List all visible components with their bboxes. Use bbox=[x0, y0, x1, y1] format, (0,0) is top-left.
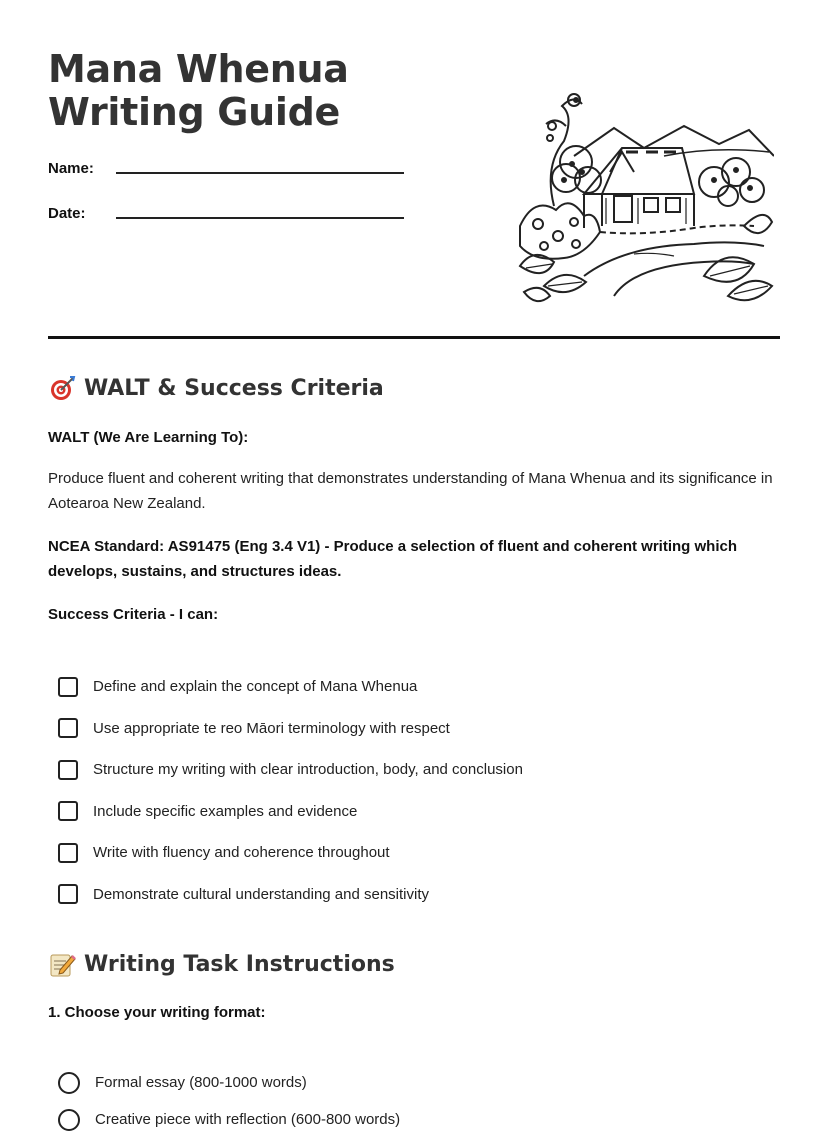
criterion-text: Include specific examples and evidence bbox=[93, 802, 358, 820]
format-text: Formal essay (800-1000 words) bbox=[95, 1074, 307, 1091]
success-criteria-list bbox=[58, 666, 758, 915]
target-icon bbox=[48, 374, 76, 402]
format-options bbox=[58, 1064, 758, 1138]
memo-icon bbox=[48, 950, 76, 978]
task-heading-text: Writing Task Instructions bbox=[84, 951, 395, 977]
checkbox[interactable] bbox=[58, 884, 78, 904]
walt-heading-text: WALT & Success Criteria bbox=[84, 375, 384, 401]
criterion-text: Write with fluency and coherence throughout bbox=[93, 844, 390, 862]
criterion-text: Use appropriate te reo Māori terminology with respect bbox=[93, 719, 450, 737]
task-section-heading bbox=[48, 950, 395, 978]
date-label: Date: bbox=[48, 205, 86, 222]
format-text: Creative piece with reflection (600-800 words) bbox=[95, 1111, 401, 1128]
name-label: Name: bbox=[48, 160, 94, 177]
name-field[interactable] bbox=[48, 160, 116, 177]
checkbox[interactable] bbox=[58, 801, 78, 821]
ncea-standard: NCEA Standard: AS91475 (Eng 3.4 V1) - Produce a selection of fluent and coherent writing which develops, sustains, and structures ideas. bbox=[48, 538, 738, 580]
criterion-text: Structure my writing with clear introduction, body, and conclusion bbox=[93, 761, 523, 779]
date-line[interactable] bbox=[116, 217, 404, 219]
walt-section-heading bbox=[48, 374, 384, 402]
success-criteria-label: Success Criteria - I can: bbox=[48, 606, 219, 623]
wharenui-illustration bbox=[514, 86, 774, 314]
walt-label: WALT (We Are Learning To): bbox=[48, 429, 249, 446]
criterion-item[interactable] bbox=[58, 666, 758, 708]
walt-text: Produce fluent and coherent writing that demonstrates understanding of Mana Whenua and its significance in Aotearoa New Zealand. bbox=[48, 470, 773, 512]
checkbox[interactable] bbox=[58, 718, 78, 738]
header-divider bbox=[48, 336, 780, 339]
radio-button[interactable] bbox=[58, 1109, 80, 1131]
criterion-item[interactable] bbox=[58, 791, 758, 833]
criterion-item[interactable] bbox=[58, 749, 758, 791]
criterion-text: Demonstrate cultural understanding and sensitivity bbox=[93, 885, 430, 903]
criterion-item[interactable] bbox=[58, 832, 758, 874]
checkbox[interactable] bbox=[58, 677, 78, 697]
date-field[interactable] bbox=[48, 205, 116, 222]
checkbox[interactable] bbox=[58, 760, 78, 780]
format-step-label: 1. Choose your writing format: bbox=[48, 1004, 266, 1021]
criterion-item[interactable] bbox=[58, 874, 758, 916]
format-option[interactable] bbox=[58, 1064, 758, 1101]
criterion-item[interactable] bbox=[58, 708, 758, 750]
page-title: Mana Whenua Writing Guide bbox=[48, 47, 349, 134]
name-line[interactable] bbox=[116, 172, 404, 174]
checkbox[interactable] bbox=[58, 843, 78, 863]
format-option[interactable] bbox=[58, 1101, 758, 1138]
radio-button[interactable] bbox=[58, 1072, 80, 1094]
criterion-text: Define and explain the concept of Mana Whenua bbox=[93, 678, 418, 696]
